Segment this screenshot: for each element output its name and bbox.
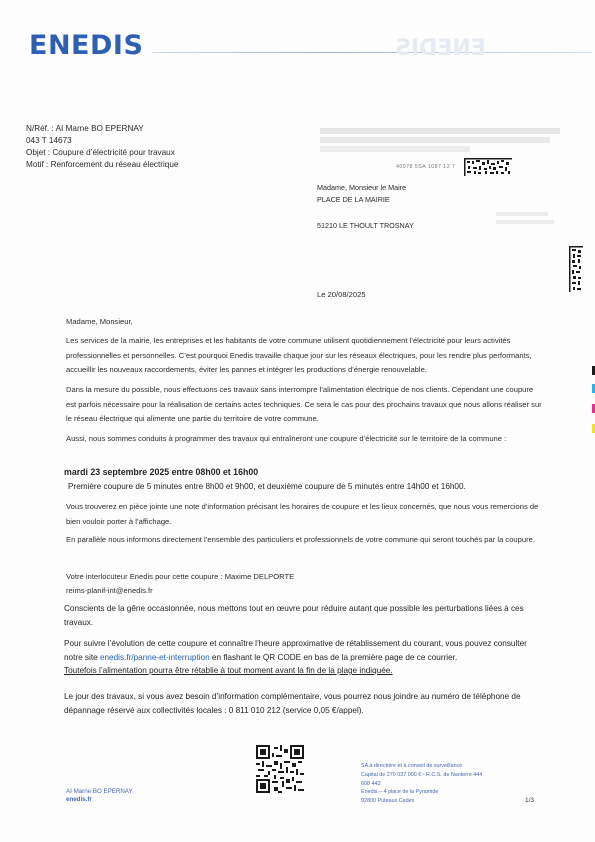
letter-object: Objet : Coupure d’électricité pour travaux (26, 148, 175, 157)
paragraph-information: En parallèle nous informons directement l’ensemble des particuliers et professionnels de votre commune qui seront touchés par la coupure. (66, 535, 535, 544)
qr-code[interactable] (256, 745, 304, 793)
paragraph-phone: Le jour des travaux, si vous avez besoin d’information complémentaire, vous pourrez nous joindre au numéro de téléphone de dépannage réservé aux collectivités locales : 0 811 010 212 (service 0,05 €/appel). (64, 692, 521, 715)
paragraph-works: Dans la mesure du possible, nous effectuons ces travaux sans interrompre l’alimentation électrique de nos clients. Cependant une coupure est parfois nécessaire pour la réalisation de certains actes techniques. Ce sera le cas pour des prochains travaux que nous allons réaliser sur le réseau électrique qui alimente une partie du territoire de votre commune. (66, 385, 542, 423)
footer-sender (66, 788, 133, 804)
outage-schedule-detail: Première coupure de 5 minutes entre 8h00 et 9h00, et deuxième coupure de 5 minutes entre 14h00 et 16h00. (68, 482, 466, 491)
paragraph-outage-notice: Aussi, nous sommes conduits à programmer des travaux qui entraîneront une coupure d’électricité sur le territoire de la commune : (66, 434, 507, 443)
reference-number: 043 T 14673 (26, 136, 72, 145)
show-through-text (320, 128, 570, 152)
page-number: 1/3 (525, 797, 535, 804)
letter-date: Le 20/08/2025 (317, 290, 366, 299)
restoration-warning: Toutefois l’alimentation pourra être rétablie à tout moment avant la fin de la plage indiquée. (64, 666, 393, 675)
salutation: Madame, Monsieur, (66, 317, 133, 326)
datamatrix-barcode (464, 158, 512, 176)
footer-legal: SA à directoire et à conseil de surveillance Capital de 270 037 000 € - R.C.S. de Nanterre 444 608 443 Enedis – 4 place de la Pyramide 92800 Puteaux Cedex (361, 763, 483, 805)
batch-code: 40078 5SA 1087 12 7 (396, 164, 456, 170)
show-through-text-2 (496, 212, 556, 230)
header-divider (152, 52, 592, 53)
contact-line: Votre interlocuteur Enedis pour cette coupure : Maxime DELPORTE (66, 572, 295, 581)
paragraph-attachment: Vous trouverez en pièce jointe une note d’information précisant les horaires de coupure et les lieux concernés, que nous vous remercions de bien vouloir porter à l’affichage. (66, 502, 539, 526)
reference-block (26, 123, 178, 171)
show-through-logo: ENEDIS (395, 36, 486, 61)
outage-info-link[interactable]: enedis.fr/panne-et-interruption (99, 652, 210, 662)
reference-line: N/Réf. : AI Marne BO EPERNAY (26, 124, 144, 133)
letter-motive: Motif : Renforcement du réseau électrique (26, 160, 179, 169)
paragraph-apology: Conscients de la gêne occasionnée, nous mettons tout en œuvre pour réduire autant que possible les perturbations liées à ces travaux. (64, 604, 524, 627)
outage-schedule-date: mardi 23 septembre 2025 entre 08h00 et 16h00 (64, 467, 259, 477)
recipient-name: Madame, Monsieur le Maire (317, 183, 407, 192)
recipient-street: PLACE DE LA MAIRIE (317, 195, 390, 204)
paragraph-intro: Les services de la mairie, les entreprises et les habitants de votre commune utilisent quotidiennement l’électricité pour leurs activités professionnelles et personnelles. C’est pourquoi Enedis travaille chaque jour sur les réseaux électriques, pour les rendre plus performants, accueillir les nouveaux raccordements, éviter les pannes et intégrer les productions d’énergie renouvelable. (66, 336, 532, 374)
side-barcode (569, 246, 583, 292)
footer-website[interactable]: enedis.fr (66, 796, 92, 803)
recipient-city: 51210 LE THOULT TROSNAY (317, 221, 414, 230)
enedis-logo: ENEDIS (29, 30, 144, 61)
footer-sender-name: AI Marne BO EPERNAY (66, 788, 133, 795)
contact-email[interactable]: reims-planif-int@enedis.fr (66, 586, 153, 595)
paragraph-follow-up: Pour suivre l’évolution de cette coupure et connaître l’heure approximative de rétablissement du courant, vous pouvez consulter notre site enedis.fr/panne-et-interruption en flashant le QR CODE en bas de la première page de ce courrier. Toutefois l’alimentation pourra être rétablie à tout moment avant la fin de la plage indiquée. (64, 639, 527, 675)
